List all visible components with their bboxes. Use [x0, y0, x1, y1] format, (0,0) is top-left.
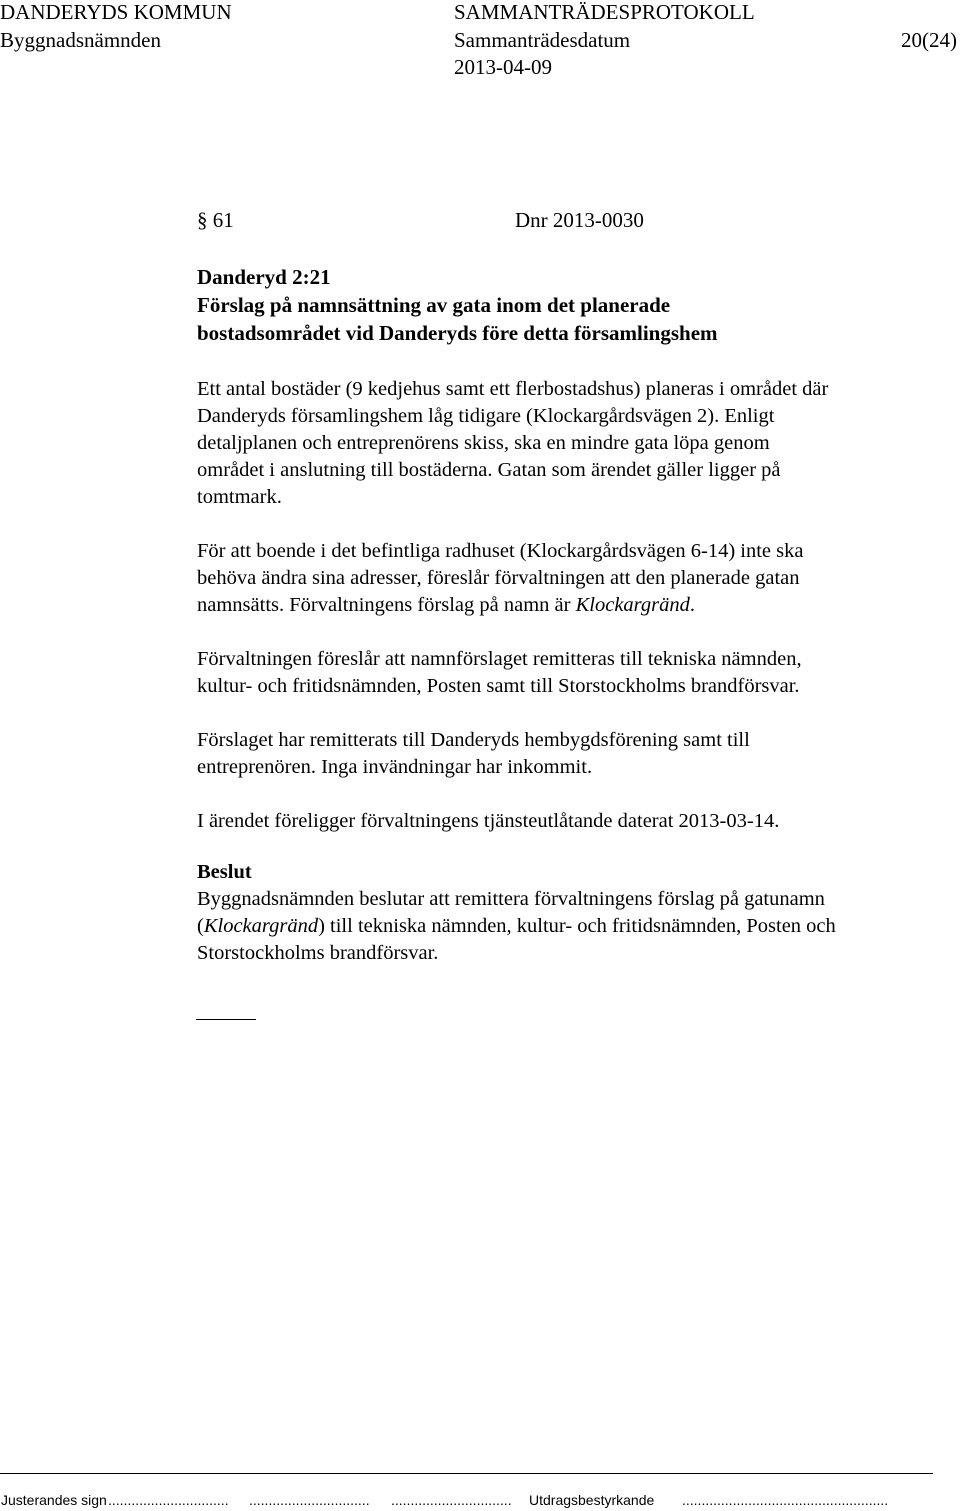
title-line: Förslag på namnsättning av gata inom det planerade: [197, 293, 671, 317]
page-number: 20(24): [901, 28, 957, 52]
text-segment: ) till tekniska nämnden, kultur- och fritidsnämnden, Posten och: [318, 915, 836, 937]
paragraph-basis: [197, 808, 942, 835]
title-line: bostadsområdet vid Danderyds före detta församlingshem: [197, 321, 718, 345]
street-name: Klockargränd: [203, 915, 319, 937]
signature-label: Justerandes sign: [1, 1492, 107, 1508]
text-line: området i anslutning till bostäderna. Gatan som ärendet gäller ligger på: [197, 459, 781, 481]
signature-dots: ...............................: [249, 1492, 370, 1508]
text-line: Förvaltningen föreslår att namnförslaget remitteras till tekniska nämnden,: [197, 648, 802, 670]
text-line-with-name: [197, 913, 942, 940]
text-line: Storstockholms brandförsvar.: [197, 942, 439, 964]
text-line: tomtmark.: [197, 486, 282, 508]
street-name: Klockargränd: [575, 594, 690, 616]
text-line: För att boende i det befintliga radhuset (Klockargårdsvägen 6-14) inte ska: [197, 540, 804, 562]
text-line-with-name: [197, 592, 942, 619]
dnr: Dnr 2013-0030: [515, 208, 644, 232]
case-title: [197, 263, 942, 347]
paragraph-consultation: [197, 727, 942, 781]
signature-dots: ...............................: [391, 1492, 512, 1508]
text-line: Danderyds församlingshem låg tidigare (Klockargårdsvägen 2). Enligt: [197, 405, 775, 427]
text-line: kultur- och fritidsnämnden, Posten samt till Storstockholms brandförsvar.: [197, 675, 800, 697]
text-segment: namnsätts. Förvaltningens förslag på namn är: [197, 594, 576, 616]
end-rule: [196, 1019, 256, 1020]
text-line: I ärendet föreligger förvaltningens tjänsteutlåtande daterat 2013-03-14.: [197, 810, 780, 832]
text-segment: (: [197, 915, 204, 937]
paragraph-background: [197, 376, 942, 511]
text-segment: .: [689, 594, 695, 616]
decision: [197, 859, 942, 967]
text-line: Förslaget har remitterats till Danderyds hembygdsförening samt till: [197, 729, 750, 751]
document-type: SAMMANTRÄDESPROTOKOLL: [454, 0, 755, 24]
text-line: behöva ändra sina adresser, föreslår förvaltningen att den planerade gatan: [197, 567, 800, 589]
section-number: § 61: [197, 208, 234, 232]
paragraph-proposal: [197, 538, 942, 619]
text-line: entreprenören. Inga invändningar har inkommit.: [197, 756, 593, 778]
extract-certification-label: Utdragsbestyrkande: [529, 1492, 655, 1508]
decision-heading: Beslut: [197, 861, 252, 883]
text-line: Ett antal bostäder (9 kedjehus samt ett flerbostadshus) planeras i området där: [197, 378, 829, 400]
committee-name: Byggnadsnämnden: [0, 28, 161, 52]
paragraph-referral: [197, 646, 942, 700]
signature-dots: ...............................: [108, 1492, 229, 1508]
footer-divider: [0, 1473, 933, 1474]
org-name: DANDERYDS KOMMUN: [0, 0, 232, 24]
text-line: Byggnadsnämnden beslutar att remittera förvaltningens förslag på gatunamn: [197, 888, 825, 910]
title-line: Danderyd 2:21: [197, 265, 331, 289]
meeting-date: 2013-04-09: [454, 55, 552, 79]
text-line: detaljplanen och entreprenörens skiss, ska en mindre gata löpa genom: [197, 432, 770, 454]
extract-dots: .....................................................: [682, 1492, 889, 1508]
meeting-date-label: Sammanträdesdatum: [454, 28, 631, 52]
